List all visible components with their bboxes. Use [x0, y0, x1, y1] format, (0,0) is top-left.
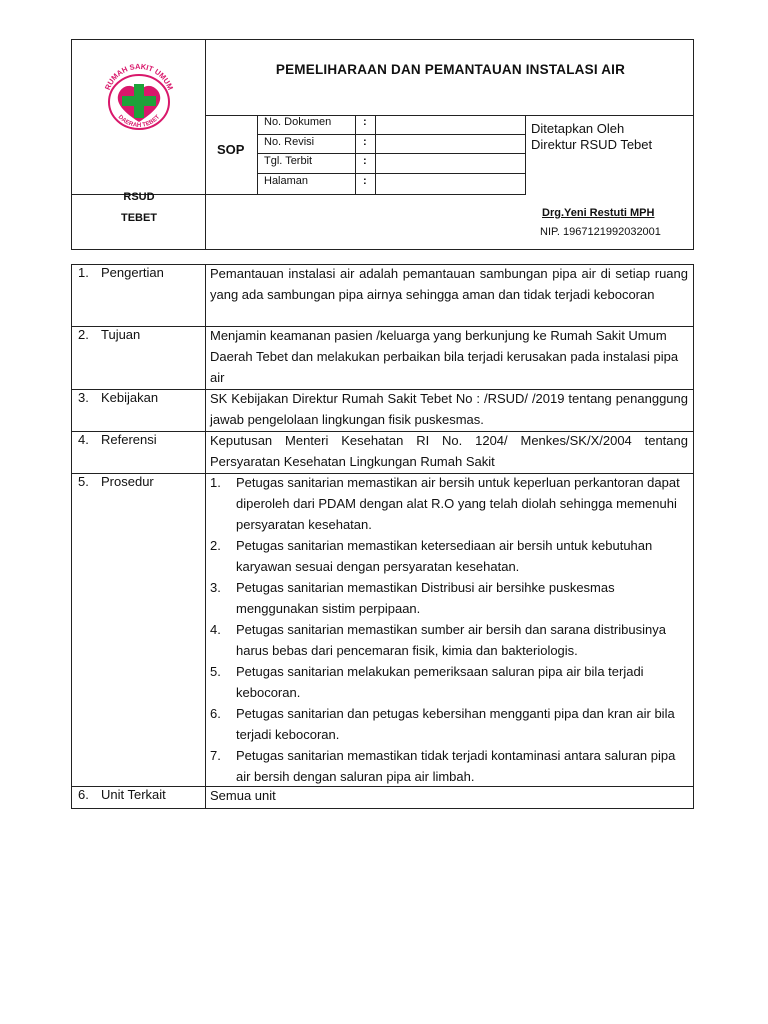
- section-label-unit-terkait: Unit Terkait: [101, 787, 166, 802]
- field-sep: :: [363, 155, 367, 167]
- document-header-table: [71, 39, 694, 250]
- section-text-pengertian: Pemantauan instalasi air adalah pemantauan sambungan pipa air di setiap ruang yang ada sambungan pipa airnya sehingga aman dan tidak terjadi kebocoran: [210, 266, 688, 302]
- procedure-step: 1. Petugas sanitarian memastikan air bersih untuk keperluan perkantoran dapat diperoleh dari PDAM dengan alat R.O yang telah diolah sehingga memenuhi persyaratan kesehatan.: [210, 475, 680, 532]
- header-divider-approval: [525, 115, 526, 195]
- field-sep: :: [363, 116, 367, 128]
- section-text-kebijakan: SK Kebijakan Direktur Rumah Sakit Tebet No : /RSUD/ /2019 tentang penanggung jawab pengelolaan lingkungan fisik puskesmas.: [210, 391, 688, 427]
- signatory-name: Drg.Yeni Restuti MPH: [542, 207, 655, 219]
- org-name-line1: RSUD: [123, 191, 155, 203]
- section-number: 6.: [78, 787, 89, 802]
- field-label-no-dokumen: No. Dokumen: [264, 116, 332, 128]
- field-row-line-3: [257, 173, 525, 174]
- procedure-step: 7. Petugas sanitarian memastikan tidak terjadi kontaminasi antara saluran pipa air bersih dengan saluran pipa air limbah.: [210, 748, 676, 784]
- section-text-unit-terkait: Semua unit: [210, 788, 276, 803]
- field-divider-2: [375, 115, 376, 195]
- section-label-kebijakan: Kebijakan: [101, 390, 159, 405]
- section-text-tujuan: Menjamin keamanan pasien /keluarga yang berkunjung ke Rumah Sakit Umum Daerah Tebet dan melakukan perbaikan bila terjadi kerusakan pada instalasi pipa air: [210, 328, 679, 385]
- section-text-referensi: Keputusan Menteri Kesehatan RI No. 1204/ Menkes/SK/X/2004 tentang Persyaratan Kesehatan Lingkungan Rumah Sakit: [210, 433, 688, 469]
- field-row-line-2: [257, 153, 525, 154]
- approved-by-label: Ditetapkan Oleh: [531, 121, 625, 136]
- procedure-step: 3. Petugas sanitarian memastikan Distribusi air bersihke puskesmas menggunakan sistim perpipaan.: [210, 580, 615, 616]
- procedure-step: 4. Petugas sanitarian memastikan sumber air bersih dan sarana distribusinya harus bebas dari pencemaran fisik, kimia dan bakteriologis.: [210, 622, 666, 658]
- section-number: 2.: [78, 327, 89, 342]
- document-title: PEMELIHARAAN DAN PEMANTAUAN INSTALASI AIR: [275, 62, 626, 77]
- section-number: 4.: [78, 432, 89, 447]
- field-row-line-1: [257, 134, 525, 135]
- field-label-halaman: Halaman: [264, 175, 309, 187]
- field-divider-1: [355, 115, 356, 195]
- approved-by-title: Direktur RSUD Tebet: [531, 137, 653, 152]
- header-divider-fields-bottom: [205, 194, 525, 195]
- header-divider-sop: [257, 115, 258, 195]
- section-label-tujuan: Tujuan: [101, 327, 141, 342]
- field-label-tgl-terbit: Tgl. Terbit: [264, 155, 313, 167]
- org-name-line2: TEBET: [120, 212, 158, 224]
- section-label-referensi: Referensi: [101, 432, 157, 447]
- procedure-list: [210, 472, 688, 787]
- sop-label: SOP: [217, 142, 245, 157]
- content-column-divider: [205, 265, 206, 808]
- section-label-prosedur: Prosedur: [101, 474, 154, 489]
- section-label-pengertian: Pengertian: [101, 265, 164, 280]
- section-number: 3.: [78, 390, 89, 405]
- hospital-logo: [100, 60, 178, 138]
- field-label-no-revisi: No. Revisi: [264, 136, 315, 148]
- procedure-step: 2. Petugas sanitarian memastikan ketersediaan air bersih untuk kebutuhan karyawan sesuai dengan persyaratan kesehatan.: [210, 538, 653, 574]
- section-number: 5.: [78, 474, 89, 489]
- field-sep: :: [363, 175, 367, 187]
- procedure-step: 6. Petugas sanitarian dan petugas kebersihan mengganti pipa dan kran air bila terjadi kebocoran.: [210, 706, 675, 742]
- procedure-step: 5. Petugas sanitarian melakukan pemeriksaan saluran pipa air bila terjadi kebocoran.: [210, 664, 644, 700]
- logo-text-bottom: DAERAH TEBET: [116, 114, 162, 129]
- field-sep: :: [363, 136, 367, 148]
- logo-text-top: RUMAH SAKIT UMUM: [102, 61, 176, 92]
- section-number: 1.: [78, 265, 89, 280]
- sop-content-table: [71, 264, 694, 809]
- signatory-nip: NIP. 1967121992032001: [540, 226, 661, 238]
